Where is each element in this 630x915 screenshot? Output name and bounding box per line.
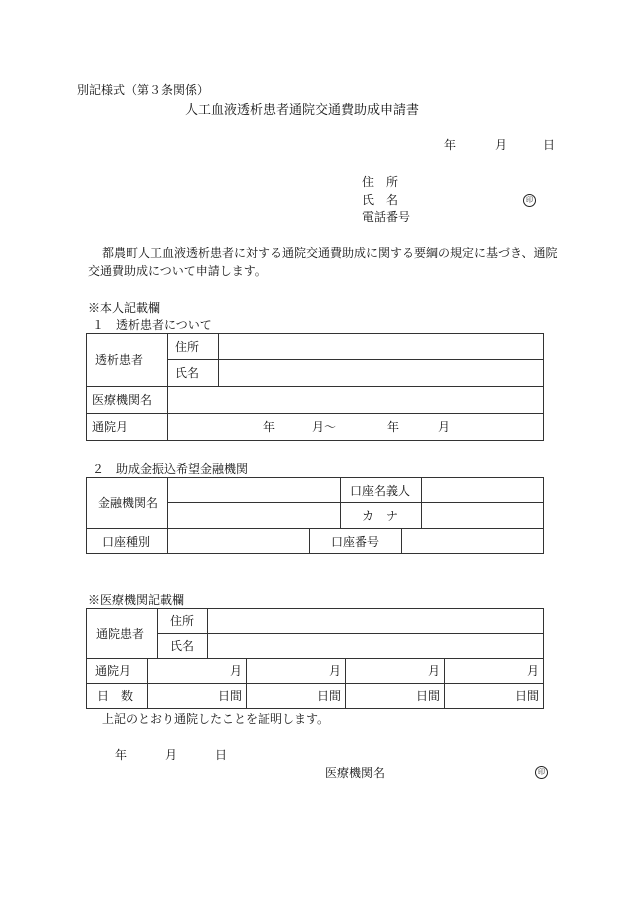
account-holder-field[interactable] xyxy=(425,480,540,499)
period-month-2: 月 xyxy=(438,420,451,434)
month-unit: 月 xyxy=(428,664,441,678)
self-section-heading: ※本人記載欄 xyxy=(88,301,161,315)
institution-label: 医療機関名 xyxy=(325,766,386,780)
visit-patient-address-field[interactable] xyxy=(211,611,540,630)
medical-section-heading: ※医療機関記載欄 xyxy=(88,593,185,607)
bank-name-field[interactable] xyxy=(171,480,336,525)
account-holder-label: 口座名義人 xyxy=(350,484,411,498)
bank-name-label: 金融機関名 xyxy=(98,496,159,510)
period-month-1: 月～ xyxy=(312,420,337,434)
visit-patient-name-field[interactable] xyxy=(211,636,540,655)
days-unit: 日間 xyxy=(218,689,243,703)
days-unit: 日間 xyxy=(515,689,540,703)
applicant-phone-label: 電話番号 xyxy=(362,210,411,224)
applicant-name-label: 氏 名 xyxy=(362,193,399,207)
medical-month-label: 通院月 xyxy=(95,664,132,678)
seal-icon: 印 xyxy=(523,194,536,207)
account-number-field[interactable] xyxy=(405,531,540,551)
visit-patient-address-label: 住所 xyxy=(170,614,195,628)
days-label: 日 数 xyxy=(97,689,134,703)
days-unit: 日間 xyxy=(416,689,441,703)
medical-institution-field[interactable] xyxy=(171,389,540,410)
certify-text: 上記のとおり通院したことを証明します。 xyxy=(102,712,330,726)
applicant-address-label: 住 所 xyxy=(362,175,399,189)
patient-subheading: １ 透析患者について xyxy=(92,318,212,332)
patient-name-label: 氏名 xyxy=(175,366,200,380)
month-unit: 月 xyxy=(230,664,243,678)
visit-patient-label: 通院患者 xyxy=(96,627,145,641)
patient-name-field[interactable] xyxy=(222,362,540,383)
visit-month-label: 通院月 xyxy=(92,420,129,434)
account-type-field[interactable] xyxy=(171,531,305,551)
intro-paragraph: 都農町人工血液透析患者に対する通院交通費助成に関する要綱の規定に基づき、通院交通費助成について申請します。 xyxy=(88,246,558,278)
month-unit: 月 xyxy=(527,664,540,678)
month-unit: 月 xyxy=(329,664,342,678)
seal-icon: 印 xyxy=(535,766,548,779)
document-title: 人工血液透析患者通院交通費助成申請書 xyxy=(185,103,420,118)
bank-subheading: ２ 助成金振込希望金融機関 xyxy=(92,462,249,476)
date-year-label: 年 xyxy=(444,138,457,152)
kana-field[interactable] xyxy=(425,505,540,525)
account-type-label: 口座種別 xyxy=(102,535,151,549)
date-day-label: 日 xyxy=(543,138,556,152)
kana-label: カ ナ xyxy=(362,509,399,523)
cert-date-year: 年 xyxy=(115,748,128,762)
days-unit: 日間 xyxy=(317,689,342,703)
date-month-label: 月 xyxy=(495,138,508,152)
account-number-label: 口座番号 xyxy=(331,535,380,549)
cert-date-day: 日 xyxy=(215,748,228,762)
patient-label: 透析患者 xyxy=(95,353,144,367)
form-reference: 別記様式（第３条関係） xyxy=(77,83,210,97)
period-year-2: 年 xyxy=(387,420,400,434)
period-year-1: 年 xyxy=(263,420,276,434)
visit-patient-name-label: 氏名 xyxy=(170,639,195,653)
patient-address-field[interactable] xyxy=(222,336,540,357)
patient-address-label: 住所 xyxy=(175,340,200,354)
medical-institution-label: 医療機関名 xyxy=(92,393,153,407)
cert-date-month: 月 xyxy=(165,748,178,762)
